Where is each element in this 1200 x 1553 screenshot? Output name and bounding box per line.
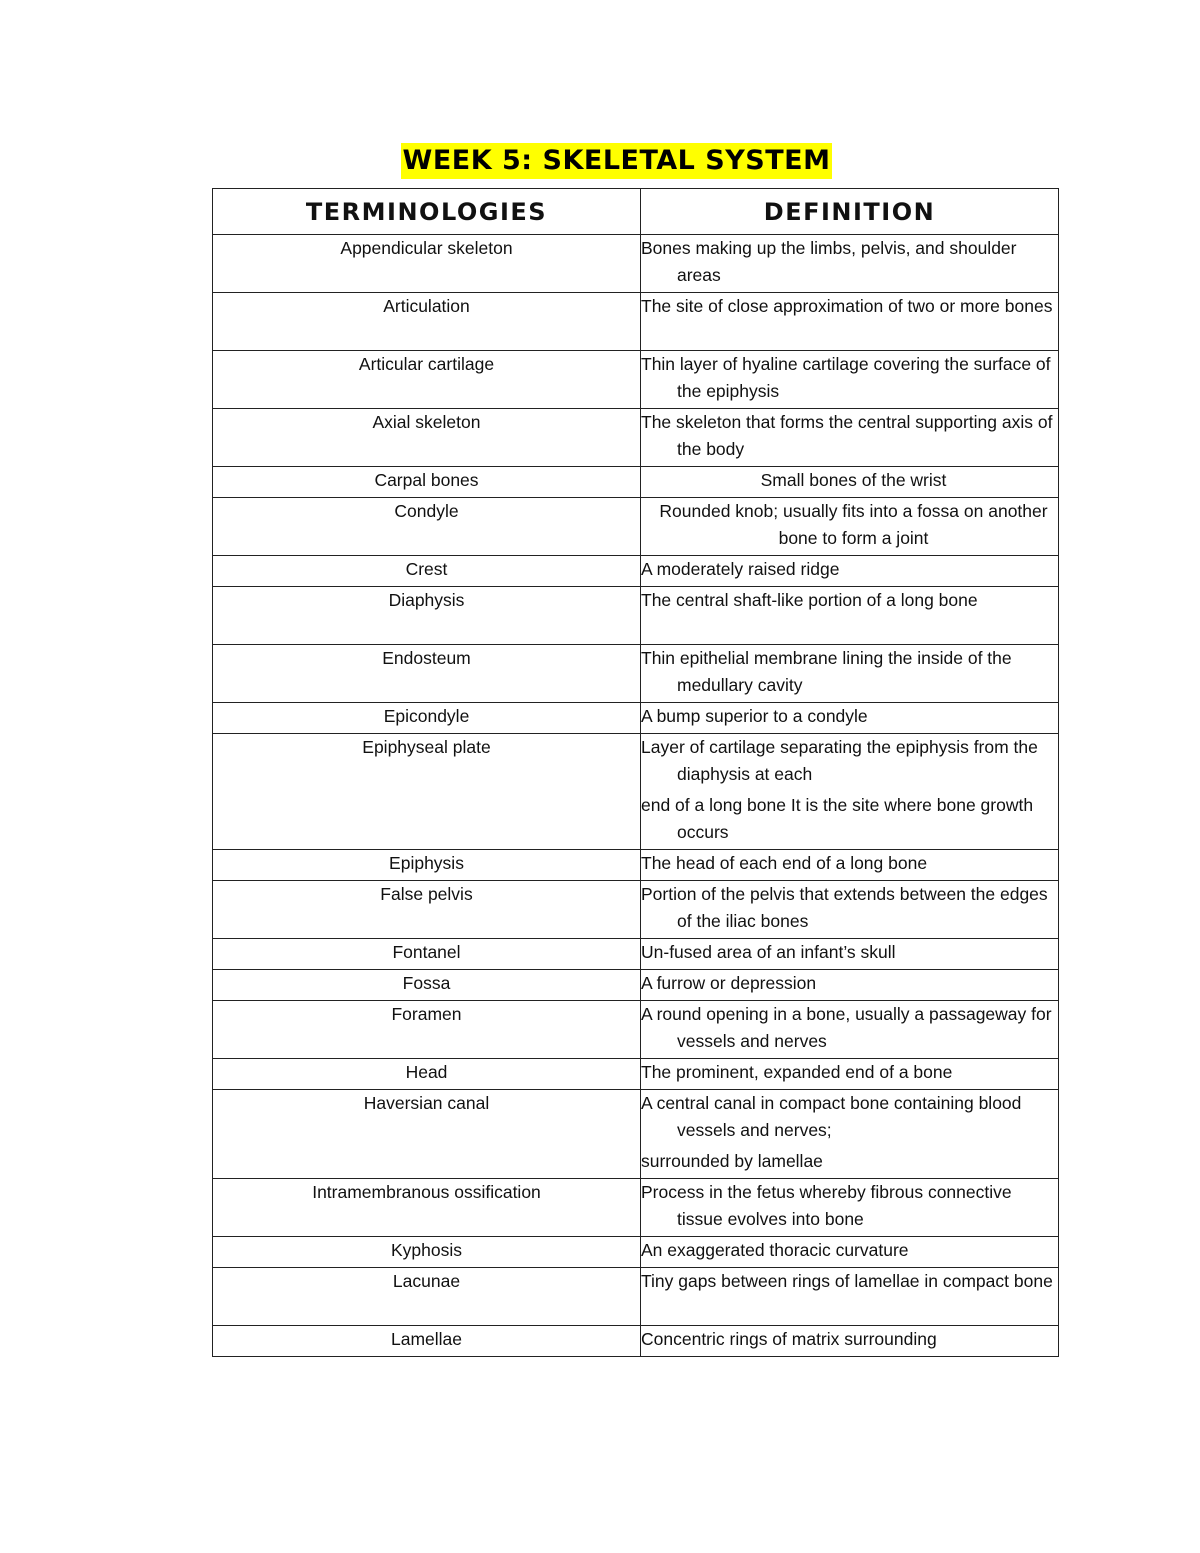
term-cell: False pelvis bbox=[213, 881, 641, 939]
terminology-table bbox=[212, 188, 1059, 1357]
term-cell: Epiphyseal plate bbox=[213, 734, 641, 850]
definition-text: Un-fused area of an infant’s skull bbox=[641, 942, 896, 962]
term-cell: Kyphosis bbox=[213, 1237, 641, 1268]
table-row bbox=[213, 734, 1059, 850]
definition-cell bbox=[641, 734, 1059, 850]
definition-cell bbox=[641, 235, 1059, 293]
definition-cell bbox=[641, 409, 1059, 467]
definition-text: The site of close approximation of two or more bones bbox=[641, 296, 1053, 316]
definition-text: The central shaft-like portion of a long bone bbox=[641, 590, 978, 610]
term-cell: Fossa bbox=[213, 970, 641, 1001]
definition-cell bbox=[641, 556, 1059, 587]
definition-cell bbox=[641, 351, 1059, 409]
table-row bbox=[213, 1268, 1059, 1326]
definition-text: Process in the fetus whereby fibrous connective tissue evolves into bone bbox=[641, 1182, 1012, 1229]
term-cell: Condyle bbox=[213, 498, 641, 556]
definition-text: Tiny gaps between rings of lamellae in compact bone bbox=[641, 1271, 1053, 1291]
table-row bbox=[213, 556, 1059, 587]
table-header-row bbox=[213, 189, 1059, 235]
definition-cell bbox=[641, 645, 1059, 703]
table-row bbox=[213, 498, 1059, 556]
table-row bbox=[213, 1237, 1059, 1268]
definition-cell bbox=[641, 1001, 1059, 1059]
definition-text: Thin epithelial membrane lining the inside of the medullary cavity bbox=[641, 648, 1012, 695]
table-row bbox=[213, 293, 1059, 351]
definition-cell: Rounded knob; usually fits into a fossa on another bone to form a joint bbox=[641, 498, 1059, 556]
term-cell: Epicondyle bbox=[213, 703, 641, 734]
definition-cell bbox=[641, 939, 1059, 970]
table-row bbox=[213, 1001, 1059, 1059]
table-row bbox=[213, 1059, 1059, 1090]
term-cell: Appendicular skeleton bbox=[213, 235, 641, 293]
definition-cell bbox=[641, 1059, 1059, 1090]
definition-cell bbox=[641, 1179, 1059, 1237]
term-cell: Epiphysis bbox=[213, 850, 641, 881]
term-cell: Foramen bbox=[213, 1001, 641, 1059]
table-row bbox=[213, 587, 1059, 645]
definition-text: Bones making up the limbs, pelvis, and shoulder areas bbox=[641, 238, 1017, 285]
definition-text: The skeleton that forms the central supporting axis of the body bbox=[641, 412, 1053, 459]
term-cell: Head bbox=[213, 1059, 641, 1090]
table-row bbox=[213, 939, 1059, 970]
term-cell: Fontanel bbox=[213, 939, 641, 970]
table-row bbox=[213, 1090, 1059, 1179]
definition-cell bbox=[641, 1268, 1059, 1326]
term-cell: Articulation bbox=[213, 293, 641, 351]
definition-text: A furrow or depression bbox=[641, 973, 817, 993]
table-row bbox=[213, 850, 1059, 881]
table-row bbox=[213, 970, 1059, 1001]
table-row bbox=[213, 645, 1059, 703]
table-row bbox=[213, 235, 1059, 293]
definition-text-continued: surrounded by lamellae bbox=[641, 1151, 823, 1171]
term-cell: Lamellae bbox=[213, 1326, 641, 1357]
definition-cell bbox=[641, 293, 1059, 351]
term-cell: Lacunae bbox=[213, 1268, 641, 1326]
table-row bbox=[213, 409, 1059, 467]
definition-text: A moderately raised ridge bbox=[641, 559, 840, 579]
definition-cell bbox=[641, 587, 1059, 645]
term-cell: Crest bbox=[213, 556, 641, 587]
definition-cell bbox=[641, 1090, 1059, 1179]
header-definition: DEFINITION bbox=[641, 189, 1059, 235]
definition-cell bbox=[641, 703, 1059, 734]
table-row bbox=[213, 1179, 1059, 1237]
definition-cell bbox=[641, 1237, 1059, 1268]
definition-text: A central canal in compact bone containing blood vessels and nerves; bbox=[641, 1093, 1022, 1140]
definition-cell bbox=[641, 970, 1059, 1001]
definition-cell: Small bones of the wrist bbox=[641, 467, 1059, 498]
definition-text: Layer of cartilage separating the epiphysis from the diaphysis at each bbox=[641, 737, 1038, 784]
table-row bbox=[213, 351, 1059, 409]
term-cell: Intramembranous ossification bbox=[213, 1179, 641, 1237]
table-row bbox=[213, 1326, 1059, 1357]
term-cell: Carpal bones bbox=[213, 467, 641, 498]
table-row bbox=[213, 703, 1059, 734]
page-title: WEEK 5: SKELETAL SYSTEM bbox=[401, 143, 833, 179]
definition-text-continued: end of a long bone It is the site where bone growth occurs bbox=[641, 795, 1034, 842]
table-row bbox=[213, 467, 1059, 498]
definition-cell bbox=[641, 1326, 1059, 1357]
header-terminologies: TERMINOLOGIES bbox=[213, 189, 641, 235]
term-cell: Articular cartilage bbox=[213, 351, 641, 409]
table-row bbox=[213, 881, 1059, 939]
definition-text: The prominent, expanded end of a bone bbox=[641, 1062, 953, 1082]
definition-text: The head of each end of a long bone bbox=[641, 853, 928, 873]
definition-text: Portion of the pelvis that extends between the edges of the iliac bones bbox=[641, 884, 1048, 931]
definition-text: Concentric rings of matrix surrounding bbox=[641, 1329, 937, 1349]
term-cell: Axial skeleton bbox=[213, 409, 641, 467]
definition-text: A bump superior to a condyle bbox=[641, 706, 868, 726]
term-cell: Haversian canal bbox=[213, 1090, 641, 1179]
definition-cell bbox=[641, 881, 1059, 939]
definition-text: Thin layer of hyaline cartilage covering the surface of the epiphysis bbox=[641, 354, 1051, 401]
definition-text: A round opening in a bone, usually a passageway for vessels and nerves bbox=[641, 1004, 1052, 1051]
definition-cell bbox=[641, 850, 1059, 881]
term-cell: Diaphysis bbox=[213, 587, 641, 645]
definition-text: An exaggerated thoracic curvature bbox=[641, 1240, 909, 1260]
term-cell: Endosteum bbox=[213, 645, 641, 703]
